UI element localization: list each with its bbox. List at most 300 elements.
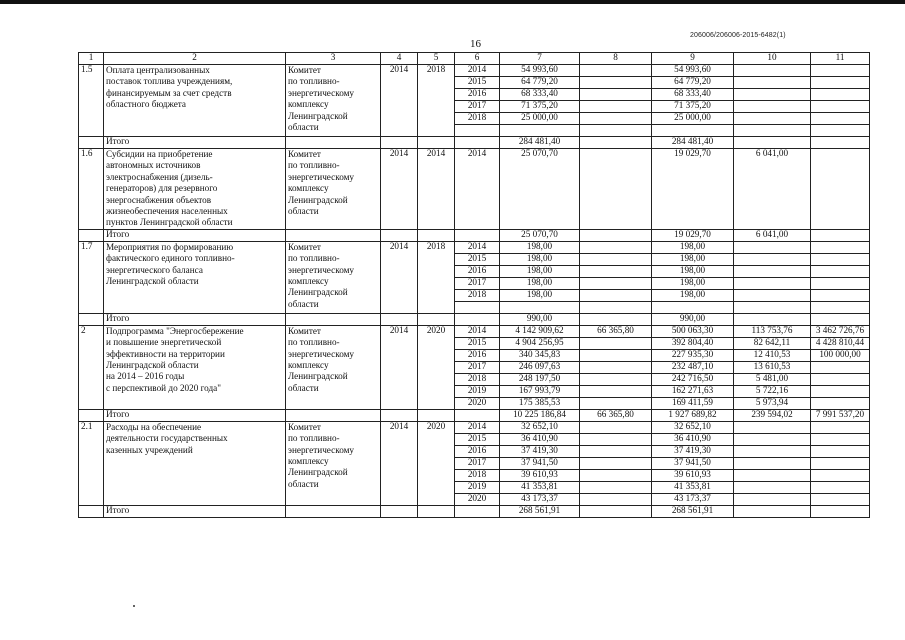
total-amount-other (811, 313, 870, 325)
amount-federal-cell (580, 469, 652, 481)
section-name (104, 241, 286, 313)
amount-other-cell (811, 385, 870, 397)
section-executor (286, 149, 381, 230)
amount-other-cell (811, 277, 870, 289)
amount-federal-cell (580, 101, 652, 113)
header-cell-6: 6 (455, 53, 500, 65)
section-name-line: Ленинградской области (106, 360, 199, 371)
amount-regional-cell: 169 411,59 (652, 397, 734, 409)
section-start-year: 2014 (381, 241, 418, 313)
amount-regional-cell: 36 410,90 (652, 433, 734, 445)
total-amount-federal (580, 313, 652, 325)
amount-local-cell (734, 125, 811, 137)
total-amount-regional: 990,00 (652, 313, 734, 325)
year-cell: 2014 (455, 149, 500, 230)
section-executor-line: Комитет (288, 421, 321, 432)
year-cell: 2014 (455, 65, 500, 77)
year-cell: 2019 (455, 385, 500, 397)
amount-total-cell: 167 993,79 (500, 385, 580, 397)
amount-other-cell (811, 77, 870, 89)
amount-total-cell: 198,00 (500, 241, 580, 253)
amount-other-cell (811, 493, 870, 505)
amount-local-cell (734, 277, 811, 289)
amount-federal-cell (580, 457, 652, 469)
year-cell: 2018 (455, 373, 500, 385)
amount-total-cell: 43 173,37 (500, 493, 580, 505)
total-amount-federal (580, 229, 652, 241)
amount-federal-cell (580, 277, 652, 289)
amount-other-cell (811, 289, 870, 301)
amount-federal-cell (580, 77, 652, 89)
amount-total-cell: 25 070,70 (500, 149, 580, 230)
amount-regional-cell: 198,00 (652, 241, 734, 253)
total-amount-regional: 268 561,91 (652, 505, 734, 517)
section-executor-line: комплексу (288, 183, 329, 194)
amount-regional-cell: 198,00 (652, 253, 734, 265)
section-name-line: пунктов Ленинградской области (106, 217, 233, 228)
total-amount-total: 25 070,70 (500, 229, 580, 241)
year-cell: 2016 (455, 445, 500, 457)
section-name-line: и повышение энергетической (106, 337, 222, 348)
amount-total-cell: 68 333,40 (500, 89, 580, 101)
amount-total-cell: 4 142 909,62 (500, 325, 580, 337)
section-name-line: фактического единого топливно- (106, 253, 235, 264)
amount-total-cell: 198,00 (500, 253, 580, 265)
total-empty-cell (418, 229, 455, 241)
amount-regional-cell: 71 375,20 (652, 101, 734, 113)
amount-federal-cell (580, 397, 652, 409)
section-executor-line: Ленинградской (288, 287, 348, 298)
amount-other-cell (811, 149, 870, 230)
section-end-year: 2014 (418, 149, 455, 230)
amount-federal-cell (580, 265, 652, 277)
section-executor-line: по топливно- (288, 337, 340, 348)
total-amount-other (811, 137, 870, 149)
amount-total-cell: 198,00 (500, 289, 580, 301)
amount-other-cell (811, 373, 870, 385)
amount-total-cell: 36 410,90 (500, 433, 580, 445)
section-executor-line: комплексу (288, 99, 329, 110)
section-executor-line: области (288, 298, 319, 309)
amount-local-cell: 13 610,53 (734, 361, 811, 373)
section-name-line: генераторов) для резервного (106, 183, 218, 194)
amount-federal-cell (580, 125, 652, 137)
total-empty-cell (455, 137, 500, 149)
total-empty-cell (418, 313, 455, 325)
amount-total-cell: 37 941,50 (500, 457, 580, 469)
amount-other-cell (811, 445, 870, 457)
section-name (104, 65, 286, 137)
amount-total-cell: 246 097,63 (500, 361, 580, 373)
year-cell (455, 125, 500, 137)
amount-total-cell: 32 652,10 (500, 421, 580, 433)
scan-speck (133, 605, 135, 607)
top-border-line (0, 0, 905, 4)
header-cell-7: 7 (500, 53, 580, 65)
section-executor-line: Комитет (288, 65, 321, 75)
amount-other-cell (811, 101, 870, 113)
section-name-line: автономных источников (106, 160, 201, 171)
amount-regional-cell: 198,00 (652, 289, 734, 301)
amount-regional-cell: 37 419,30 (652, 445, 734, 457)
amount-federal-cell (580, 445, 652, 457)
total-empty-cell (455, 313, 500, 325)
total-empty-cell (79, 229, 104, 241)
total-empty-cell (79, 409, 104, 421)
program-table-wrapper (78, 52, 870, 518)
total-row (79, 137, 870, 149)
section-executor-line: Ленинградской (288, 467, 348, 478)
page-number: 16 (470, 38, 481, 50)
section-name (104, 149, 286, 230)
total-amount-federal (580, 137, 652, 149)
header-cell-3: 3 (286, 53, 381, 65)
header-cell-8: 8 (580, 53, 652, 65)
amount-regional-cell: 54 993,60 (652, 65, 734, 77)
section-name-line: с перспективой до 2020 года" (106, 382, 221, 393)
amount-regional-cell: 41 353,81 (652, 481, 734, 493)
section-end-year: 2018 (418, 241, 455, 313)
amount-local-cell: 6 041,00 (734, 149, 811, 230)
amount-regional-cell: 19 029,70 (652, 149, 734, 230)
amount-other-cell (811, 113, 870, 125)
amount-federal-cell (580, 373, 652, 385)
amount-federal-cell (580, 493, 652, 505)
amount-total-cell: 71 375,20 (500, 101, 580, 113)
amount-other-cell (811, 433, 870, 445)
total-label: Итого (104, 313, 286, 325)
amount-other-cell: 4 428 810,44 (811, 337, 870, 349)
amount-local-cell: 12 410,53 (734, 349, 811, 361)
header-cell-1: 1 (79, 53, 104, 65)
amount-other-cell (811, 253, 870, 265)
total-amount-federal (580, 505, 652, 517)
total-amount-local (734, 137, 811, 149)
section-executor (286, 421, 381, 505)
amount-other-cell (811, 397, 870, 409)
amount-federal-cell (580, 113, 652, 125)
amount-total-cell: 25 000,00 (500, 113, 580, 125)
total-amount-regional: 284 481,40 (652, 137, 734, 149)
total-amount-federal: 66 365,80 (580, 409, 652, 421)
amount-regional-cell: 32 652,10 (652, 421, 734, 433)
amount-local-cell: 113 753,76 (734, 325, 811, 337)
year-cell: 2016 (455, 89, 500, 101)
header-row (79, 53, 870, 65)
amount-local-cell (734, 265, 811, 277)
total-amount-regional: 1 927 689,82 (652, 409, 734, 421)
program-table (78, 52, 870, 518)
section-name-line: Субсидии на приобретение (106, 149, 213, 159)
total-empty-cell (455, 505, 500, 517)
year-cell: 2015 (455, 253, 500, 265)
section-end-year: 2018 (418, 65, 455, 137)
total-label: Итого (104, 229, 286, 241)
section-executor-line: области (288, 122, 319, 133)
amount-federal-cell (580, 421, 652, 433)
section-executor-line: Комитет (288, 325, 321, 336)
section-name-line: поставок топлива учреждениям, (106, 76, 233, 87)
amount-local-cell (734, 89, 811, 101)
amount-regional-cell: 227 935,30 (652, 349, 734, 361)
section-executor-line: Комитет (288, 149, 321, 159)
header-cell-11: 11 (811, 53, 870, 65)
total-empty-cell (418, 137, 455, 149)
total-label: Итого (104, 505, 286, 517)
table-row (79, 149, 870, 230)
amount-regional-cell: 198,00 (652, 265, 734, 277)
year-cell: 2015 (455, 77, 500, 89)
amount-other-cell (811, 89, 870, 101)
amount-regional-cell: 198,00 (652, 277, 734, 289)
year-cell: 2017 (455, 457, 500, 469)
year-cell: 2019 (455, 481, 500, 493)
amount-regional-cell (652, 125, 734, 137)
year-cell: 2017 (455, 101, 500, 113)
total-amount-total: 990,00 (500, 313, 580, 325)
section-number: 1.7 (79, 241, 104, 313)
amount-total-cell: 37 419,30 (500, 445, 580, 457)
section-name-line: энергетического баланса (106, 264, 203, 275)
amount-federal-cell (580, 289, 652, 301)
document-id: 206006/206006-2015-6482(1) (690, 32, 786, 39)
section-executor-line: по топливно- (288, 433, 340, 444)
section-executor-line: области (288, 206, 319, 217)
amount-federal-cell (580, 301, 652, 313)
total-amount-local: 239 594,02 (734, 409, 811, 421)
section-executor-line: энергетическому (288, 444, 355, 455)
amount-local-cell (734, 289, 811, 301)
amount-regional-cell: 242 716,50 (652, 373, 734, 385)
amount-total-cell: 248 197,50 (500, 373, 580, 385)
amount-regional-cell: 392 804,40 (652, 337, 734, 349)
section-end-year: 2020 (418, 421, 455, 505)
table-row (79, 65, 870, 77)
amount-total-cell: 198,00 (500, 265, 580, 277)
section-name (104, 421, 286, 505)
amount-federal-cell: 66 365,80 (580, 325, 652, 337)
section-name-line: Мероприятия по формированию (106, 241, 234, 252)
amount-local-cell (734, 253, 811, 265)
amount-regional-cell: 68 333,40 (652, 89, 734, 101)
total-label: Итого (104, 137, 286, 149)
year-cell: 2017 (455, 361, 500, 373)
amount-other-cell (811, 421, 870, 433)
section-executor-line: Ленинградской (288, 371, 348, 382)
amount-local-cell: 5 722,16 (734, 385, 811, 397)
amount-total-cell: 4 904 256,95 (500, 337, 580, 349)
section-number: 1.6 (79, 149, 104, 230)
amount-local-cell (734, 469, 811, 481)
amount-total-cell: 175 385,53 (500, 397, 580, 409)
total-empty-cell (286, 409, 381, 421)
section-name-line: эффективности на территории (106, 348, 225, 359)
total-empty-cell (381, 229, 418, 241)
year-cell: 2016 (455, 265, 500, 277)
amount-regional-cell: 500 063,30 (652, 325, 734, 337)
amount-local-cell (734, 101, 811, 113)
amount-total-cell: 198,00 (500, 277, 580, 289)
year-cell: 2020 (455, 493, 500, 505)
year-cell: 2016 (455, 349, 500, 361)
total-row (79, 229, 870, 241)
amount-total-cell: 54 993,60 (500, 65, 580, 77)
total-empty-cell (381, 313, 418, 325)
amount-other-cell: 100 000,00 (811, 349, 870, 361)
section-executor-line: энергетическому (288, 87, 355, 98)
total-empty-cell (286, 229, 381, 241)
amount-regional-cell: 43 173,37 (652, 493, 734, 505)
total-empty-cell (381, 409, 418, 421)
amount-total-cell: 340 345,83 (500, 349, 580, 361)
section-executor-line: по топливно- (288, 76, 340, 87)
header-cell-10: 10 (734, 53, 811, 65)
amount-local-cell (734, 65, 811, 77)
section-name-line: на 2014 – 2016 годы (106, 371, 185, 382)
amount-local-cell (734, 77, 811, 89)
year-cell: 2014 (455, 421, 500, 433)
section-number: 2 (79, 325, 104, 409)
amount-regional-cell: 232 487,10 (652, 361, 734, 373)
section-name-line: областного бюджета (106, 99, 186, 110)
header-cell-4: 4 (381, 53, 418, 65)
year-cell: 2018 (455, 289, 500, 301)
total-empty-cell (418, 505, 455, 517)
total-amount-local: 6 041,00 (734, 229, 811, 241)
total-amount-other (811, 229, 870, 241)
section-name-line: финансируемым за счет средств (106, 87, 232, 98)
amount-federal-cell (580, 65, 652, 77)
total-empty-cell (286, 137, 381, 149)
section-executor-line: комплексу (288, 276, 329, 287)
amount-federal-cell (580, 337, 652, 349)
section-start-year: 2014 (381, 149, 418, 230)
year-cell: 2014 (455, 241, 500, 253)
section-executor-line: энергетическому (288, 264, 355, 275)
year-cell: 2018 (455, 469, 500, 481)
header-cell-5: 5 (418, 53, 455, 65)
section-name-line: энергоснабжения объектов (106, 194, 212, 205)
section-executor-line: Комитет (288, 241, 321, 252)
year-cell: 2015 (455, 433, 500, 445)
amount-federal-cell (580, 433, 652, 445)
section-number: 2.1 (79, 421, 104, 505)
amount-other-cell (811, 241, 870, 253)
total-amount-total: 284 481,40 (500, 137, 580, 149)
amount-local-cell (734, 241, 811, 253)
amount-federal-cell (580, 349, 652, 361)
amount-local-cell: 5 973,94 (734, 397, 811, 409)
total-label: Итого (104, 409, 286, 421)
total-amount-other (811, 505, 870, 517)
amount-local-cell (734, 301, 811, 313)
table-row (79, 325, 870, 337)
total-amount-total: 268 561,91 (500, 505, 580, 517)
amount-other-cell (811, 301, 870, 313)
section-name-line: жизнеобеспечения населенных (106, 206, 228, 217)
total-empty-cell (286, 505, 381, 517)
total-amount-regional: 19 029,70 (652, 229, 734, 241)
amount-regional-cell: 162 271,63 (652, 385, 734, 397)
section-executor-line: области (288, 382, 319, 393)
section-name-line: Подпрограмма "Энергосбережение (106, 325, 244, 336)
section-name-line: Оплата централизованных (106, 65, 210, 75)
total-empty-cell (381, 137, 418, 149)
amount-local-cell (734, 481, 811, 493)
total-empty-cell (79, 137, 104, 149)
section-number: 1.5 (79, 65, 104, 137)
amount-total-cell (500, 301, 580, 313)
section-executor-line: комплексу (288, 360, 329, 371)
section-name-line: электроснабжения (дизель- (106, 171, 213, 182)
total-empty-cell (455, 409, 500, 421)
section-name-line: деятельности государственных (106, 433, 228, 444)
amount-federal-cell (580, 253, 652, 265)
year-cell: 2014 (455, 325, 500, 337)
total-amount-local (734, 313, 811, 325)
section-executor-line: по топливно- (288, 253, 340, 264)
table-row (79, 241, 870, 253)
year-cell: 2017 (455, 277, 500, 289)
amount-regional-cell: 37 941,50 (652, 457, 734, 469)
section-executor-line: Ленинградской (288, 194, 348, 205)
section-start-year: 2014 (381, 421, 418, 505)
section-executor-line: энергетическому (288, 348, 355, 359)
amount-other-cell (811, 481, 870, 493)
amount-local-cell: 82 642,11 (734, 337, 811, 349)
total-empty-cell (79, 313, 104, 325)
amount-federal-cell (580, 241, 652, 253)
total-amount-other: 7 991 537,20 (811, 409, 870, 421)
amount-other-cell (811, 65, 870, 77)
section-executor-line: энергетическому (288, 171, 355, 182)
section-executor (286, 325, 381, 409)
amount-total-cell (500, 125, 580, 137)
total-empty-cell (79, 505, 104, 517)
amount-local-cell: 5 481,00 (734, 373, 811, 385)
total-empty-cell (455, 229, 500, 241)
amount-total-cell: 64 779,20 (500, 77, 580, 89)
amount-regional-cell (652, 301, 734, 313)
total-row (79, 313, 870, 325)
amount-local-cell (734, 113, 811, 125)
amount-federal-cell (580, 149, 652, 230)
amount-total-cell: 41 353,81 (500, 481, 580, 493)
section-executor-line: комплексу (288, 456, 329, 467)
total-amount-local (734, 505, 811, 517)
total-row (79, 505, 870, 517)
header-cell-9: 9 (652, 53, 734, 65)
section-name-line: Ленинградской области (106, 276, 199, 287)
table-body (79, 53, 870, 518)
amount-regional-cell: 64 779,20 (652, 77, 734, 89)
section-start-year: 2014 (381, 65, 418, 137)
amount-other-cell (811, 265, 870, 277)
amount-federal-cell (580, 361, 652, 373)
amount-other-cell (811, 361, 870, 373)
amount-federal-cell (580, 385, 652, 397)
amount-other-cell (811, 469, 870, 481)
total-empty-cell (381, 505, 418, 517)
section-name-line: Расходы на обеспечение (106, 421, 202, 432)
amount-local-cell (734, 433, 811, 445)
amount-federal-cell (580, 89, 652, 101)
amount-total-cell: 39 610,93 (500, 469, 580, 481)
section-executor (286, 241, 381, 313)
amount-other-cell (811, 457, 870, 469)
table-row (79, 421, 870, 433)
amount-local-cell (734, 457, 811, 469)
